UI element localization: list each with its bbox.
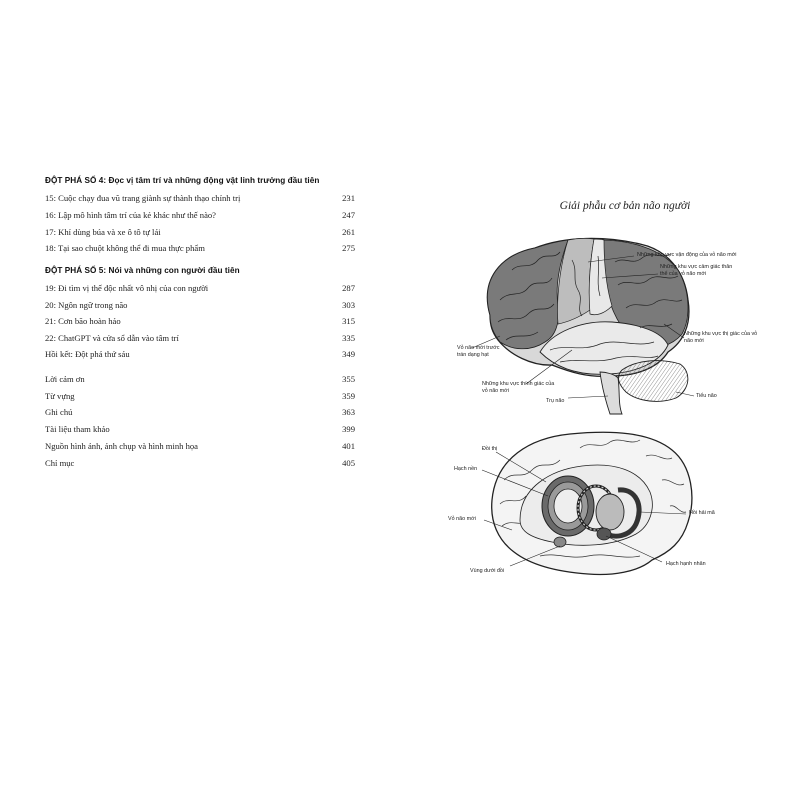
label-hypothalamus: Vùng dưới đồi [470, 568, 505, 574]
label-cerebellum: Tiểu não [696, 393, 717, 399]
toc-entry-page: 335 [342, 333, 355, 343]
toc-entry[interactable] [45, 349, 355, 363]
label-somatosensory-areas: Những khu vực cảm giác thân thể của vỏ não mới [660, 264, 733, 277]
toc-entry-title: Tài liệu tham khảo [45, 424, 110, 434]
toc-entry-title: 19: Đi tìm vị thế độc nhất vô nhị của con người [45, 283, 209, 293]
toc-entry-page: 247 [342, 210, 355, 220]
label-brainstem: Trụ não [546, 398, 565, 404]
toc-entry[interactable] [45, 283, 355, 297]
label-auditory-areas: Những khu vực thính giác của vỏ não mới [482, 381, 555, 394]
section-title: : Đọc vị tâm trí và những động vật linh trưởng đầu tiên [103, 176, 320, 185]
toc-entry-page: 401 [342, 441, 355, 451]
toc-entry[interactable] [45, 243, 355, 257]
toc-entry[interactable] [45, 300, 355, 314]
label-thalamus: Đồi thị [482, 446, 498, 452]
label-motor-areas: Những khu vực vận động của vỏ não mới [637, 252, 737, 258]
cerebellum [619, 361, 688, 402]
toc-entry[interactable] [45, 441, 355, 455]
toc-entry-title: Nguồn hình ảnh, ảnh chụp và hình minh họa [45, 441, 198, 451]
toc-entry[interactable] [45, 333, 355, 347]
figure-page [400, 0, 800, 800]
figure-title: Giải phẫu cơ bản não người [559, 200, 691, 212]
label-neocortex: Vỏ não mới [448, 516, 476, 522]
toc-entry[interactable] [45, 227, 355, 241]
label-prefrontal-cortex: Vỏ não mới trước trán dạng hạt [457, 345, 500, 358]
hypothalamus [554, 537, 566, 547]
toc-entry-page: 405 [342, 458, 355, 468]
toc-entry-page: 399 [342, 424, 355, 434]
toc-entry-page: 275 [342, 243, 355, 253]
toc-entry-page: 231 [342, 193, 355, 203]
label-amygdala: Hạch hạnh nhân [666, 561, 706, 567]
toc-entry-title: Lời cảm ơn [45, 374, 85, 384]
toc-entry[interactable] [45, 374, 355, 388]
toc-entry[interactable] [45, 391, 355, 405]
toc-entry-page: 355 [342, 374, 355, 384]
section-title: : Nói và những con người đầu tiên [103, 266, 240, 275]
brain-illustration [400, 0, 800, 800]
toc-entry[interactable] [45, 193, 355, 207]
toc-entry[interactable] [45, 407, 355, 421]
toc-entry-page: 287 [342, 283, 355, 293]
section-number: ĐỘT PHÁ SỐ 5 [45, 266, 104, 275]
toc-entry-title: 20: Ngôn ngữ trong não [45, 300, 128, 310]
toc-entry-title: 22: ChatGPT và cửa sổ dẫn vào tâm trí [45, 333, 179, 343]
toc-entry-title: 16: Lập mô hình tâm trí của kẻ khác như thế nào? [45, 210, 216, 220]
label-visual-areas: Những khu vực thị giác của vỏ não mới [684, 331, 758, 344]
toc-entry[interactable] [45, 316, 355, 330]
section-heading-breakthrough-5 [45, 266, 240, 275]
toc-entry[interactable] [45, 424, 355, 438]
toc-entry-page: 359 [342, 391, 355, 401]
toc-entry-page: 349 [342, 349, 355, 359]
toc-entry-title: 15: Cuộc chạy đua vũ trang giành sự thành thạo chính trị [45, 193, 241, 203]
toc-entry-title: 18: Tại sao chuột không thể đi mua thực phẩm [45, 243, 205, 253]
toc-entry-title: Từ vựng [45, 391, 75, 401]
toc-entry-title: Hồi kết: Đột phá thứ sáu [45, 349, 130, 359]
toc-entry-title: 21: Cơn bão hoàn hảo [45, 316, 121, 326]
label-hippocampus: Hồi hải mã [689, 510, 715, 516]
toc-entry[interactable] [45, 458, 355, 472]
cutaway-brain-view [482, 432, 692, 574]
section-number: ĐỘT PHÁ SỐ 4 [45, 176, 104, 185]
section-heading-breakthrough-4 [45, 176, 319, 185]
label-basal-ganglia: Hạch nền [454, 466, 478, 472]
toc-entry-page: 363 [342, 407, 355, 417]
toc-entry[interactable] [45, 210, 355, 224]
toc-entry-page: 303 [342, 300, 355, 310]
toc-entry-title: 17: Khỉ dùng búa và xe ô tô tự lái [45, 227, 161, 237]
toc-entry-title: Ghi chú [45, 407, 73, 417]
toc-entry-title: Chỉ mục [45, 458, 75, 468]
toc-entry-page: 261 [342, 227, 355, 237]
toc-entry-page: 315 [342, 316, 355, 326]
amygdala [597, 528, 611, 540]
